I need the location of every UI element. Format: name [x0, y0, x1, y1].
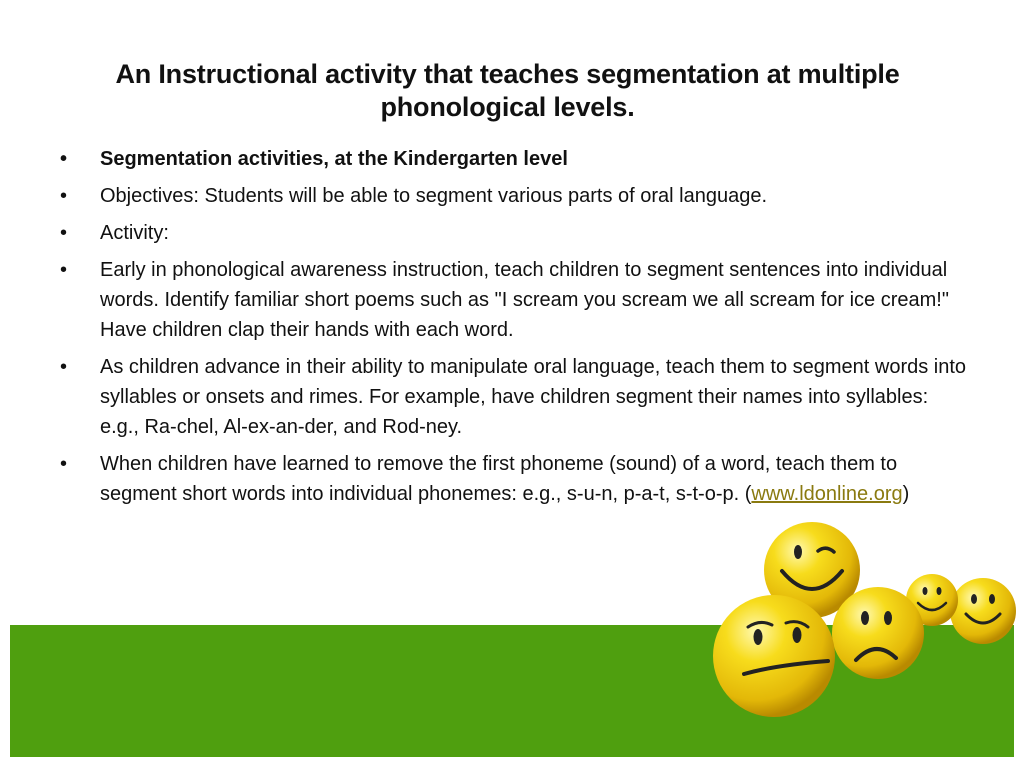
source-link[interactable]: www.ldonline.org [751, 483, 903, 505]
bullet-text-after: ) [902, 483, 910, 505]
bullet-text: Segmentation activities, at the Kindergarten level [100, 148, 568, 170]
bullet-list [60, 144, 970, 516]
bullet-glyph: • [60, 356, 68, 378]
slide-title: An Instructional activity that teaches segmentation at multiple phonological levels. [115, 59, 900, 122]
bullet-text-before: When children have learned to remove the first phoneme (sound) of a word, teach them to segment short words into individual phonemes: e.g., s-u-n, p-a-t, s-t-o-p. ( [100, 453, 898, 505]
bullet-item [60, 255, 970, 345]
bullet-glyph: • [60, 453, 68, 475]
happy-smiley-icon [950, 578, 1016, 644]
bullet-glyph: • [60, 259, 68, 281]
bullet-glyph: • [60, 222, 68, 244]
bullet-item [60, 218, 970, 248]
bullet-item [60, 352, 970, 442]
bullet-text: Activity: [100, 222, 169, 244]
bullet-item [60, 181, 970, 211]
bullet-item [60, 449, 970, 509]
neutral-smiley-icon [713, 595, 835, 717]
bullet-text: Objectives: Students will be able to segment various parts of oral language. [100, 185, 768, 207]
bullet-item [60, 144, 970, 174]
bullet-text: Early in phonological awareness instruction, teach children to segment sentences into individual words. Identify familiar short poems such as "I scream you scream we all scream for ice cream!" Have children clap their hands with each word. [100, 259, 949, 341]
sad-smiley-icon [832, 587, 924, 679]
bullet-text: As children advance in their ability to manipulate oral language, teach them to segment words into syllables or onsets and rimes. For example, have children segment their names into syllables: e.g., Ra-chel, Al-ex-an-der, and Rod-ney. [100, 356, 967, 438]
bullet-glyph: • [60, 185, 68, 207]
smiley-faces-illustration [700, 515, 1024, 768]
bullet-glyph: • [60, 148, 68, 170]
